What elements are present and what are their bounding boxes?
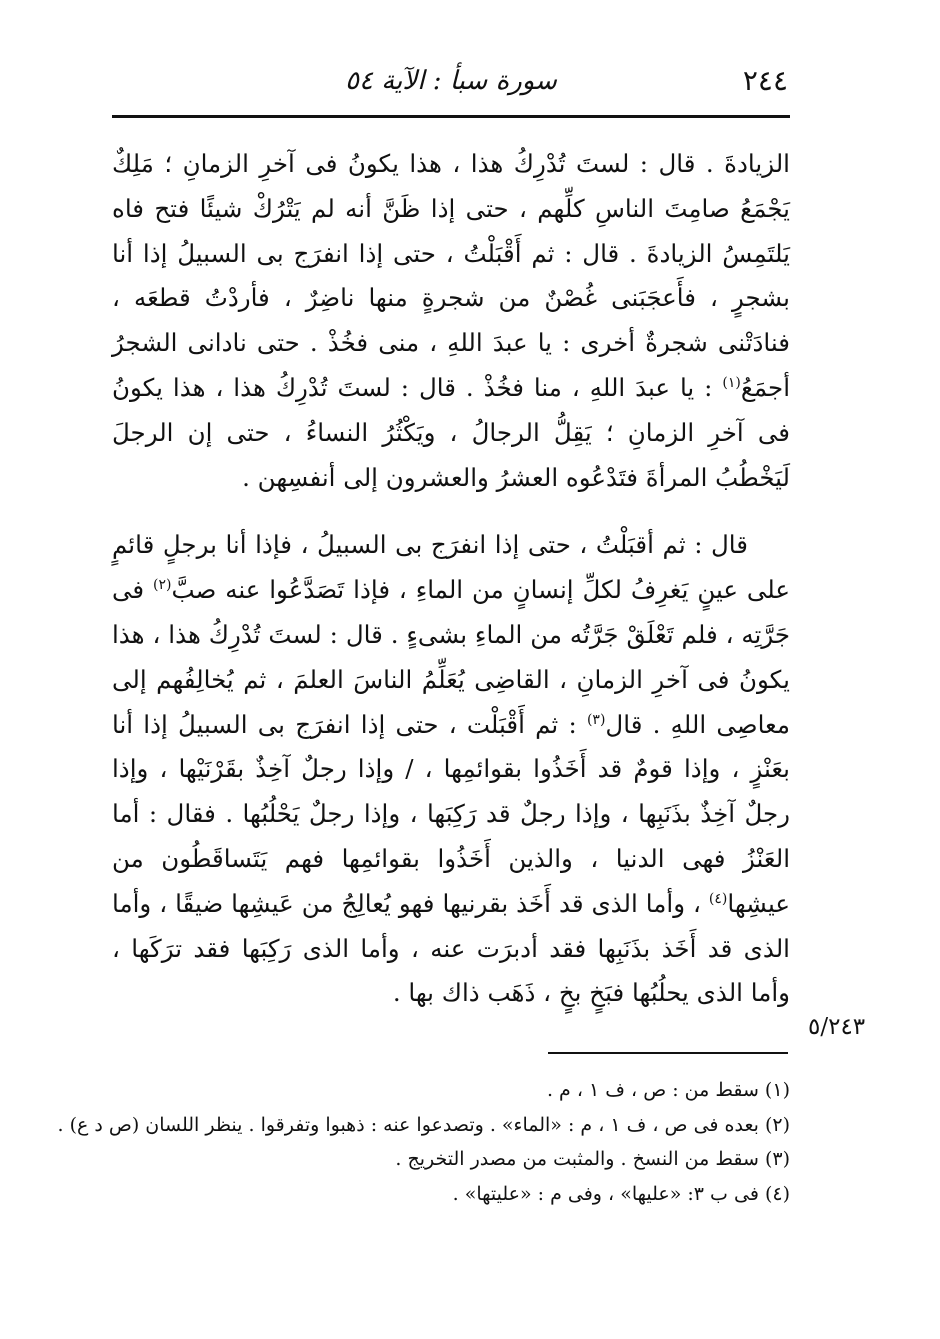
header-rule	[112, 115, 790, 118]
paragraph-1-continuation: : يا عبدَ اللهِ ، منا فخُذْ . قال : لستَ تُدْرِكُ هذا ، هذا يكونُ فى آخرِ الزمانِ ؛ يَقِلُّ الرجالُ ، ويَكْثُرُ النساءُ ، حتى إن الرجلَ لَيَخْطُبُ المرأةَ فتَدْعُوه العشرُ والعشرون إلى أنفسِهن .	[112, 372, 790, 492]
paragraph-1-text: الزيادةَ . قال : لستَ تُدْرِكُ هذا ، هذا يكونُ فى آخرِ الزمانِ ؛ مَلِكٌ يَجْمَعُ صامِتَ الناسِ كلِّهم ، حتى إذا ظَنَّ أنه لم يَتْرُكْ شيئًا فتح فاه يَلتَمِسُ الزيادةَ . قال : ثم أَقْبَلْتُ ، حتى إذا انفرَج بى السبيلُ إذا أنا بشجرٍ ، فأَعجَبَنى غُصْنٌ من شجرةٍ منها ناضِرٌ ، فأردْتُ قطعَه ، فنادَتْنى شجرةٌ أخرى : يا عبدَ اللهِ ، منى فخُذْ . حتى نادانى الشجرُ أجمَعُ	[112, 149, 790, 402]
footnote-3: (٣) سقط من النسخ . والمثبت من مصدر التخريج .	[395, 1148, 790, 1170]
footnote-rule	[548, 1052, 788, 1054]
footnote-ref-2: (٢)	[153, 577, 172, 594]
footnotes	[57, 1073, 790, 1211]
footnote-ref-1: (١)	[722, 374, 741, 391]
footnote-1: (١) سقط من : ص ، ف ١ ، م .	[546, 1079, 790, 1101]
footnote-2: (٢) بعده فى ص ، ف ١ ، م : «الماء» . وتصدعوا عنه : ذهبوا وتفرقوا . ينظر اللسان (ص د ع) .	[57, 1113, 790, 1136]
footnote-4: (٤) فى ب ٣: «عليها» ، وفى م : «عليتها» .	[452, 1182, 790, 1205]
footnote-ref-3: (٣)	[586, 711, 606, 728]
paragraph-2-part-c: : ثم أَقْبَلْت ، حتى إذا انفرَج بى السبيلُ إذا أنا بعَنْزٍ ، وإذا قومٌ قد أَخَذُوا بقوائمِها ، / وإذا رجلٌ آخِذٌ بقَرْنَيْها ، وإذا رجلٌ آخِذٌ بذَنَبِها ، وإذا رجلٌ قد رَكِبَها ، وإذا رجلٌ يَحْلُبُها . فقال : أما العَنْزُ فهى الدنيا ، والذين أَخَذُوا بقوائمِها فهم يَتَساقَطُون من عيشِها	[112, 709, 790, 918]
page-header	[112, 58, 790, 104]
paragraph-2-part-a: قال : ثم أقبَلْتُ ، حتى إذا انفرَج بى السبيلُ ، فإذا أنا برجلٍ قائمٍ على عينٍ يَغرِفُ لكلِّ إنسانٍ من الماءِ ، فإذا تَصَدَّعُوا عنه صبَّ	[112, 530, 791, 605]
main-text	[112, 142, 790, 1016]
margin-page-reference: ٥/٢٤٣	[808, 1014, 866, 1040]
footnote-ref-4: (٤)	[708, 890, 728, 907]
paragraph-2-part-b: فى جَرَّتِه ، فلم تَعْلَقْ جَرَّتُه من الماءِ بشىءٍ . قال : لستَ تُدْرِكُ هذا ، هذا يكونُ فى آخرِ الزمانِ ، القاضِى يُعَلِّمُ الناسَ العلمَ ، ثم يُخالِفُهم إلى معاصِى اللهِ . قال	[112, 575, 790, 739]
paragraph-2	[112, 523, 790, 1016]
running-title: سورة سبأ : الآية ٥٤	[345, 66, 557, 96]
paragraph-2-part-d: ، وأما الذى قد أَخَذ بقرنيها فهو يُعالِجُ من عَيشِها ضيقًا ، وأما الذى قد أَخَذ بذَنَبِها فقد أدبرَت عنه ، وأما الذى رَكِبَها فقد ترَكَها ، وأما الذى يحلُبُها فبَخٍ بخٍ ، ذَهَب ذاك بها .	[112, 888, 790, 1008]
page-number: ٢٤٤	[742, 64, 788, 97]
paragraph-1	[112, 142, 790, 500]
